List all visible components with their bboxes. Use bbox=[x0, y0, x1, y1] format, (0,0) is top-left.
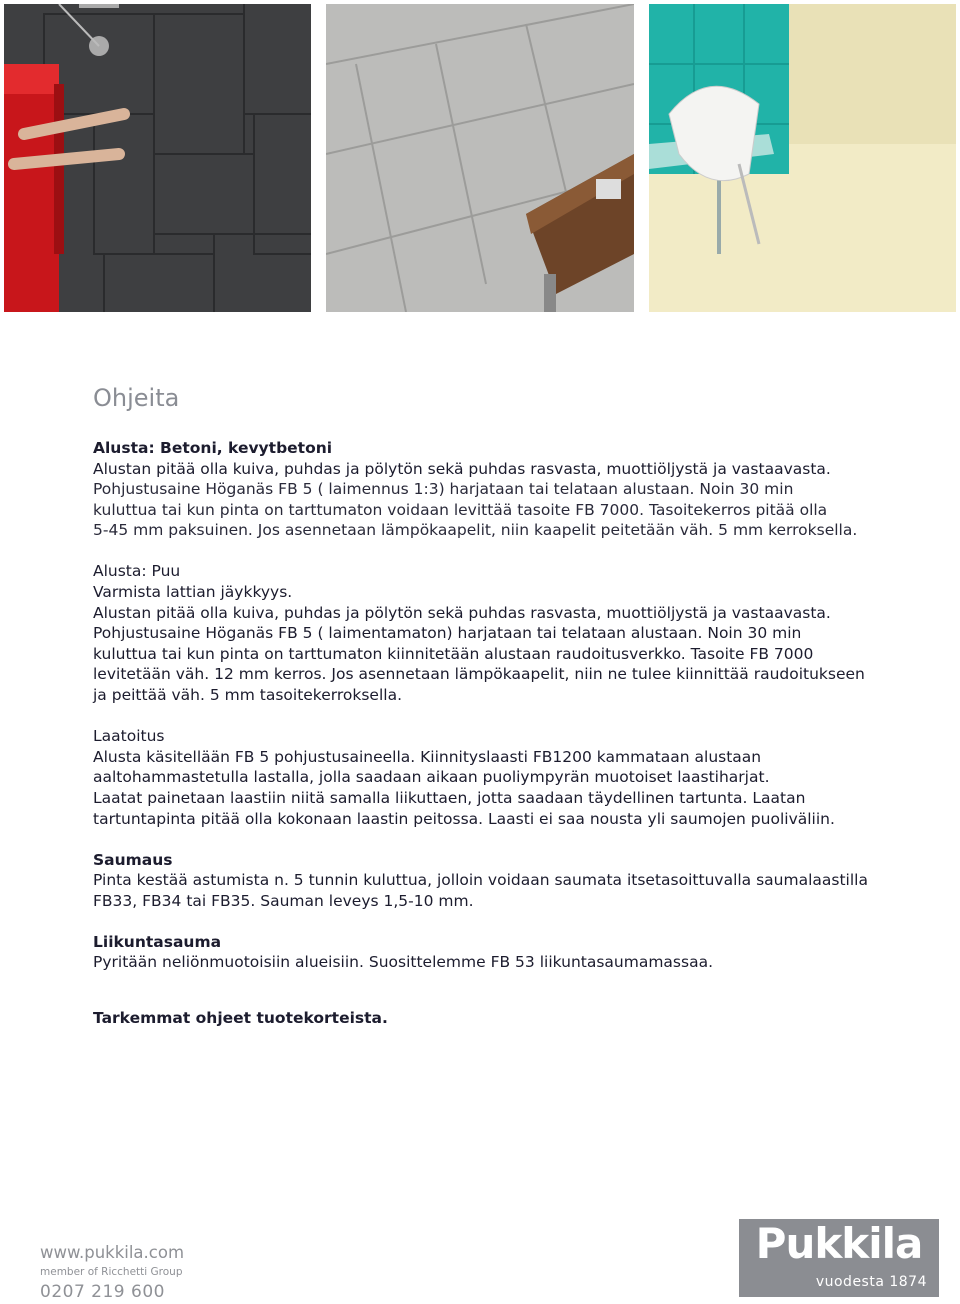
section-line: levitetään väh. 12 mm kerros. Jos asennetaan lämpökaapelit, niin ne tulee kiinnittää raudoitukseen bbox=[93, 665, 865, 684]
page-title: Ohjeita bbox=[93, 384, 180, 412]
section-line: tartuntapinta pitää olla kokonaan laastin peitossa. Laasti ei saa nousta yli saumojen puoliväliin. bbox=[93, 809, 835, 828]
website-link[interactable]: www.pukkila.com bbox=[40, 1243, 185, 1262]
instructions bbox=[93, 380, 893, 1029]
footer-note: Tarkemmat ohjeet tuotekorteista. bbox=[93, 1009, 388, 1028]
section-line: kuluttua tai kun pinta on tarttumaton kiinnitetään alustaan raudoitusverkko. Tasoite FB 7000 bbox=[93, 644, 814, 663]
section-line: Varmista lattian jäykkyys. bbox=[93, 583, 293, 602]
section-concrete bbox=[93, 438, 893, 541]
section-line: ja peittää väh. 5 mm tasoitekerroksella. bbox=[93, 686, 403, 705]
section-line: aaltohammastetulla lastalla, jolla saadaan aikaan puoliympyrän muotoiset laastiharjat. bbox=[93, 768, 770, 787]
section-line: 5-45 mm paksuinen. Jos asennetaan lämpökaapelit, niin kaapelit peitetään väh. 5 mm kerroksella. bbox=[93, 521, 858, 540]
section-line: Pohjustusaine Höganäs FB 5 ( laimennus 1:3) harjataan tai telataan alustaan. Noin 30 min bbox=[93, 480, 794, 499]
section-line: Pinta kestää astumista n. 5 tunnin kuluttua, jolloin voidaan saumata itsetasoittuvalla saumalaastilla bbox=[93, 871, 868, 890]
section-wood bbox=[93, 561, 893, 705]
section-heading: Saumaus bbox=[93, 850, 173, 869]
section-line: Alusta käsitellään FB 5 pohjustusaineella. Kiinnityslaasti FB1200 kammataan alustaan bbox=[93, 747, 762, 766]
photo-turquoise-tiles bbox=[649, 4, 956, 312]
section-line: Laatat painetaan laastiin niitä samalla liikuttaen, jotta saadaan täydellinen tartunta. Laatan bbox=[93, 788, 806, 807]
photo-dark-tiles bbox=[4, 4, 311, 312]
section-heading: Liikuntasauma bbox=[93, 932, 222, 951]
section-movement-joint bbox=[93, 932, 893, 973]
section-grouting bbox=[93, 850, 893, 912]
section-heading: Alusta: Puu bbox=[93, 562, 181, 581]
section-line: kuluttua tai kun pinta on tarttumaton voidaan levittää tasoite FB 7000. Tasoitekerros pitää olla bbox=[93, 500, 828, 519]
section-line: Pohjustusaine Höganäs FB 5 ( laimentamaton) harjataan tai telataan alustaan. Noin 30 min bbox=[93, 624, 802, 643]
pukkila-logo bbox=[739, 1219, 939, 1297]
logo-name: Pukkila bbox=[755, 1219, 923, 1268]
photo-light-tiles bbox=[326, 4, 634, 312]
section-line: Pyritään neliönmuotoisiin alueisiin. Suosittelemme FB 53 liikuntasaumamassaa. bbox=[93, 953, 714, 972]
phone-number: 0207 219 600 bbox=[40, 1282, 165, 1302]
section-line: Alustan pitää olla kuiva, puhdas ja pölytön sekä puhdas rasvasta, muottiöljystä ja vastaavasta. bbox=[93, 603, 831, 622]
section-line: Alustan pitää olla kuiva, puhdas ja pölytön sekä puhdas rasvasta, muottiöljystä ja vastaavasta. bbox=[93, 459, 831, 478]
section-heading: Laatoitus bbox=[93, 727, 165, 746]
section-heading: Alusta: Betoni, kevytbetoni bbox=[93, 439, 333, 457]
section-tiling bbox=[93, 726, 893, 829]
section-line: FB33, FB34 tai FB35. Sauman leveys 1,5-10 mm. bbox=[93, 891, 474, 910]
logo-tagline: vuodesta 1874 bbox=[815, 1274, 927, 1290]
contact-info bbox=[40, 1242, 184, 1303]
member-text: member of Ricchetti Group bbox=[40, 1266, 183, 1278]
